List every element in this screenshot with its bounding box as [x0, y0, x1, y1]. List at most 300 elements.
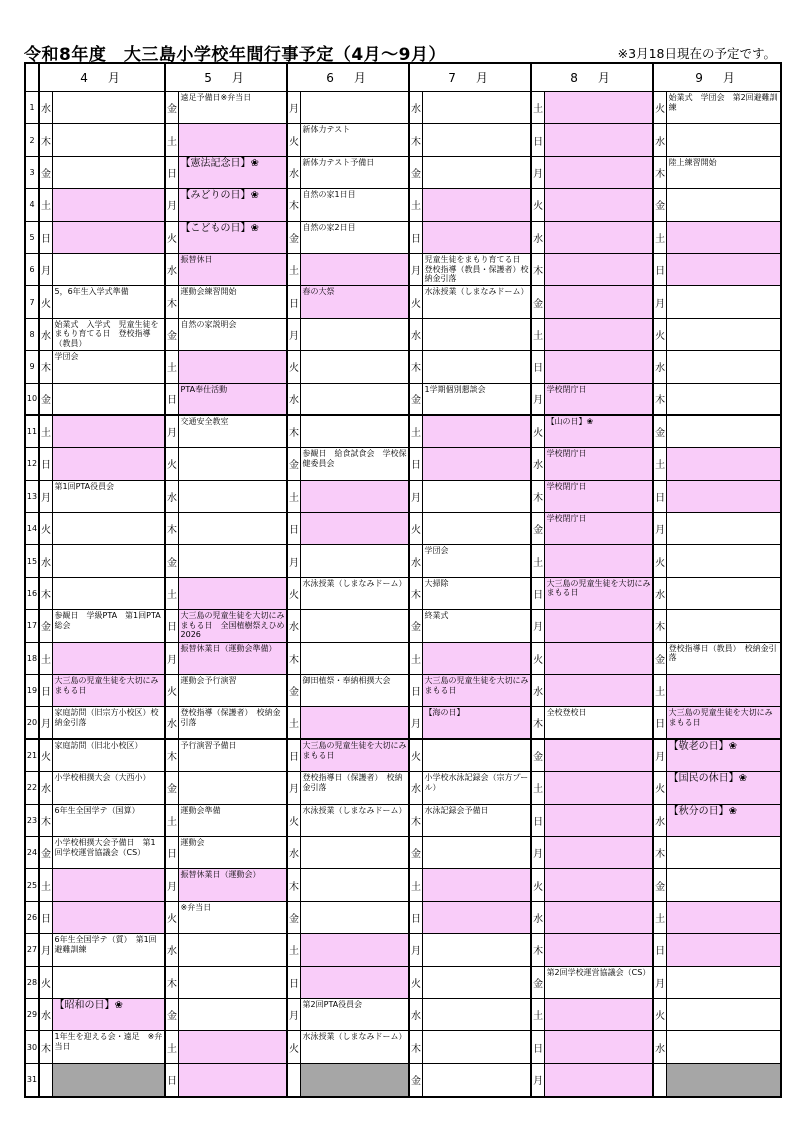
weekday-cell: 木 [165, 286, 178, 318]
event-cell: 大三島の児童生徒を大切にみまもる日 [300, 739, 409, 771]
weekday-cell: 日 [287, 739, 300, 771]
event-cell: 第2回PTA役員会 [300, 998, 409, 1030]
event-cell: 6年生全国学テ（質） 第1回避難訓練 [52, 934, 165, 966]
event-cell [52, 901, 165, 933]
weekday-cell: 火 [287, 124, 300, 156]
event-cell [666, 1063, 781, 1097]
day-number: 8 [25, 318, 39, 350]
event-cell: 水泳記録会予備日 [422, 804, 531, 836]
event-cell: 新体力テスト予備日 [300, 156, 409, 188]
event-cell [300, 513, 409, 545]
day-row [25, 415, 781, 447]
weekday-cell: 土 [409, 642, 422, 674]
event-cell: 運動会準備 [178, 804, 287, 836]
calendar-body [25, 92, 781, 1098]
weekday-cell: 水 [409, 545, 422, 577]
weekday-cell: 火 [653, 772, 666, 804]
event-cell [666, 675, 781, 707]
weekday-cell: 月 [287, 545, 300, 577]
month-header: 7 月 [409, 63, 531, 92]
event-cell: 大三島の児童生徒を大切にみまもる日 [666, 707, 781, 739]
weekday-cell: 木 [39, 1031, 52, 1063]
day-row [25, 804, 781, 836]
weekday-cell: 火 [653, 92, 666, 124]
weekday-cell: 水 [39, 545, 52, 577]
event-cell: 家庭訪問（旧北小校区） [52, 739, 165, 771]
weekday-cell: 日 [165, 383, 178, 415]
event-cell: 振替休業日（運動会） [178, 869, 287, 901]
event-cell: 小学校相撲大会予備日 第1回学校運営協議会（CS） [52, 836, 165, 868]
header-row [25, 63, 781, 92]
event-cell [422, 124, 531, 156]
event-cell [544, 253, 653, 285]
weekday-cell: 金 [287, 448, 300, 480]
weekday-cell: 日 [165, 156, 178, 188]
weekday-cell: 水 [653, 1031, 666, 1063]
event-cell [422, 415, 531, 447]
weekday-cell: 土 [39, 415, 52, 447]
event-cell [178, 448, 287, 480]
day-row [25, 253, 781, 285]
day-number: 9 [25, 351, 39, 383]
weekday-cell: 木 [531, 707, 544, 739]
event-cell: 水泳授業（しまなみドーム） [422, 286, 531, 318]
weekday-cell: 金 [531, 739, 544, 771]
weekday-cell: 金 [39, 610, 52, 642]
weekday-cell: 木 [531, 480, 544, 512]
day-row [25, 545, 781, 577]
schedule-note: ※3月18日現在の予定です。 [617, 46, 776, 61]
weekday-cell: 土 [165, 1031, 178, 1063]
event-cell: 運動会練習開始 [178, 286, 287, 318]
weekday-cell: 月 [653, 513, 666, 545]
event-cell [544, 318, 653, 350]
event-cell: 参観日 給食試食会 学校保健委員会 [300, 448, 409, 480]
weekday-cell: 水 [39, 772, 52, 804]
event-cell [544, 189, 653, 221]
day-number: 2 [25, 124, 39, 156]
event-cell: 運動会 [178, 836, 287, 868]
event-cell [666, 286, 781, 318]
weekday-cell: 水 [409, 318, 422, 350]
event-cell: 全校登校日 [544, 707, 653, 739]
weekday-cell: 土 [287, 934, 300, 966]
event-cell [666, 869, 781, 901]
weekday-cell: 月 [409, 480, 422, 512]
event-cell [52, 448, 165, 480]
weekday-cell: 火 [653, 998, 666, 1030]
event-cell: 自然の家1日目 [300, 189, 409, 221]
weekday-cell: 金 [409, 836, 422, 868]
event-cell: 交通安全教室 [178, 415, 287, 447]
weekday-cell: 月 [165, 415, 178, 447]
day-row [25, 513, 781, 545]
weekday-cell: 水 [653, 577, 666, 609]
month-header: 4 月 [39, 63, 165, 92]
weekday-cell: 月 [653, 286, 666, 318]
event-cell: 学校閉庁日 [544, 480, 653, 512]
event-cell [544, 92, 653, 124]
day-number: 3 [25, 156, 39, 188]
event-cell: 御田植祭・奉納相撲大会 [300, 675, 409, 707]
weekday-cell: 木 [287, 189, 300, 221]
event-cell [666, 610, 781, 642]
event-cell [300, 253, 409, 285]
day-number: 18 [25, 642, 39, 674]
day-row [25, 189, 781, 221]
weekday-cell: 月 [39, 480, 52, 512]
weekday-cell: 月 [165, 642, 178, 674]
day-row [25, 836, 781, 868]
weekday-cell: 金 [409, 156, 422, 188]
weekday-cell: 火 [39, 513, 52, 545]
event-cell [544, 804, 653, 836]
page-title: 令和8年度 大三島小学校年間行事予定（4月～9月） [24, 45, 446, 65]
weekday-cell: 金 [287, 221, 300, 253]
day-row [25, 448, 781, 480]
event-cell [300, 707, 409, 739]
day-row [25, 739, 781, 771]
weekday-cell: 木 [39, 577, 52, 609]
weekday-cell: 木 [531, 253, 544, 285]
weekday-cell: 土 [531, 545, 544, 577]
weekday-cell: 日 [531, 804, 544, 836]
weekday-cell: 水 [39, 92, 52, 124]
weekday-cell: 日 [653, 253, 666, 285]
event-cell [178, 1031, 287, 1063]
event-cell [666, 124, 781, 156]
event-cell: 春の大祭 [300, 286, 409, 318]
weekday-cell: 土 [165, 577, 178, 609]
event-cell [422, 869, 531, 901]
weekday-cell: 水 [653, 804, 666, 836]
event-cell: 水泳授業（しまなみドーム） [300, 1031, 409, 1063]
weekday-cell: 月 [531, 1063, 544, 1097]
event-cell [422, 934, 531, 966]
weekday-cell: 土 [39, 869, 52, 901]
event-cell: 参観日 学級PTA 第1回PTA総会 [52, 610, 165, 642]
weekday-cell: 火 [531, 189, 544, 221]
calendar-table [24, 62, 782, 1098]
weekday-cell: 月 [531, 836, 544, 868]
weekday-cell: 木 [653, 610, 666, 642]
weekday-cell: 土 [165, 124, 178, 156]
event-cell [666, 318, 781, 350]
day-number: 11 [25, 415, 39, 447]
event-cell [666, 545, 781, 577]
event-cell [300, 318, 409, 350]
event-cell [666, 998, 781, 1030]
day-number: 17 [25, 610, 39, 642]
weekday-cell: 水 [531, 221, 544, 253]
weekday-cell: 日 [409, 675, 422, 707]
day-row [25, 1031, 781, 1063]
weekday-cell: 日 [531, 124, 544, 156]
event-cell [544, 351, 653, 383]
weekday-cell: 土 [165, 351, 178, 383]
event-cell: 小学校水泳記録会（宗方プール） [422, 772, 531, 804]
day-row [25, 480, 781, 512]
weekday-cell: 土 [653, 221, 666, 253]
event-cell: 学校閉庁日 [544, 513, 653, 545]
event-cell: 運動会予行演習 [178, 675, 287, 707]
event-cell [52, 383, 165, 415]
event-cell [422, 513, 531, 545]
weekday-cell: 月 [531, 156, 544, 188]
weekday-cell: 月 [287, 998, 300, 1030]
day-number: 4 [25, 189, 39, 221]
event-cell [544, 156, 653, 188]
event-cell [666, 351, 781, 383]
event-cell [422, 998, 531, 1030]
weekday-cell: 金 [165, 772, 178, 804]
day-row [25, 966, 781, 998]
day-number: 5 [25, 221, 39, 253]
event-cell [178, 1063, 287, 1097]
event-cell [178, 772, 287, 804]
event-cell [178, 480, 287, 512]
event-cell: 予行演習予備日 [178, 739, 287, 771]
event-cell: 登校指導日（保護者） 校納金引落 [300, 772, 409, 804]
corner-cell [25, 63, 39, 92]
event-cell [666, 966, 781, 998]
weekday-cell [287, 1063, 300, 1097]
event-cell [300, 383, 409, 415]
day-row [25, 675, 781, 707]
weekday-cell: 火 [287, 1031, 300, 1063]
event-cell [666, 253, 781, 285]
day-number: 14 [25, 513, 39, 545]
day-row [25, 318, 781, 350]
weekday-cell: 火 [39, 739, 52, 771]
weekday-cell: 木 [409, 804, 422, 836]
weekday-cell: 金 [653, 642, 666, 674]
weekday-cell: 土 [531, 92, 544, 124]
weekday-cell: 金 [409, 610, 422, 642]
event-cell [300, 415, 409, 447]
weekday-cell: 金 [409, 1063, 422, 1097]
day-row [25, 869, 781, 901]
event-cell [422, 221, 531, 253]
weekday-cell: 月 [409, 707, 422, 739]
weekday-cell [653, 1063, 666, 1097]
weekday-cell: 火 [653, 545, 666, 577]
event-cell: 自然の家2日目 [300, 221, 409, 253]
day-row [25, 901, 781, 933]
event-cell: 登校指導（保護者） 校納金引落 [178, 707, 287, 739]
event-cell [666, 934, 781, 966]
weekday-cell: 火 [409, 966, 422, 998]
event-cell [300, 92, 409, 124]
day-number: 26 [25, 901, 39, 933]
weekday-cell: 火 [287, 351, 300, 383]
event-cell: PTA奉仕活動 [178, 383, 287, 415]
weekday-cell: 日 [409, 901, 422, 933]
event-cell [178, 124, 287, 156]
weekday-cell: 土 [39, 189, 52, 221]
event-cell [178, 351, 287, 383]
weekday-cell: 月 [531, 610, 544, 642]
day-number: 31 [25, 1063, 39, 1097]
month-header: 5 月 [165, 63, 287, 92]
day-row [25, 351, 781, 383]
weekday-cell: 金 [531, 966, 544, 998]
month-header: 8 月 [531, 63, 653, 92]
event-cell [666, 448, 781, 480]
event-cell: 大掃除 [422, 577, 531, 609]
event-cell [52, 156, 165, 188]
event-cell [52, 642, 165, 674]
event-cell [300, 901, 409, 933]
event-cell [544, 998, 653, 1030]
weekday-cell: 土 [39, 642, 52, 674]
day-number: 19 [25, 675, 39, 707]
event-cell: 振替休日 [178, 253, 287, 285]
event-cell: 始業式 学団会 第2回避難訓練 [666, 92, 781, 124]
event-cell [178, 934, 287, 966]
event-cell: 学団会 [52, 351, 165, 383]
event-cell [544, 901, 653, 933]
event-cell [300, 642, 409, 674]
event-cell [544, 1031, 653, 1063]
weekday-cell: 金 [39, 383, 52, 415]
event-cell [300, 545, 409, 577]
event-cell [300, 869, 409, 901]
event-cell: 1学期個別懇談会 [422, 383, 531, 415]
day-row [25, 934, 781, 966]
weekday-cell: 木 [39, 124, 52, 156]
weekday-cell: 水 [287, 610, 300, 642]
day-row [25, 286, 781, 318]
weekday-cell [39, 1063, 52, 1097]
event-cell: 1年生を迎える会・遠足 ※弁当日 [52, 1031, 165, 1063]
weekday-cell: 日 [531, 351, 544, 383]
event-cell [422, 836, 531, 868]
weekday-cell: 木 [287, 642, 300, 674]
weekday-cell: 日 [165, 610, 178, 642]
event-cell [544, 286, 653, 318]
weekday-cell: 木 [409, 1031, 422, 1063]
day-row [25, 124, 781, 156]
event-cell [422, 642, 531, 674]
weekday-cell: 木 [531, 934, 544, 966]
day-number: 12 [25, 448, 39, 480]
event-cell [422, 901, 531, 933]
weekday-cell: 月 [409, 934, 422, 966]
event-cell: 児童生徒をまもり育てる日 登校指導（教員・保護者）校納金引落 [422, 253, 531, 285]
weekday-cell: 火 [531, 869, 544, 901]
event-cell [544, 642, 653, 674]
event-cell [544, 739, 653, 771]
weekday-cell: 土 [653, 675, 666, 707]
weekday-cell: 水 [531, 448, 544, 480]
event-cell [52, 577, 165, 609]
weekday-cell: 日 [39, 448, 52, 480]
day-number: 24 [25, 836, 39, 868]
weekday-cell: 日 [531, 1031, 544, 1063]
weekday-cell: 日 [409, 448, 422, 480]
month-header: 9 月 [653, 63, 781, 92]
event-cell [544, 1063, 653, 1097]
weekday-cell: 土 [531, 772, 544, 804]
event-cell: 振替休業日（運動会準備） [178, 642, 287, 674]
weekday-cell: 金 [287, 675, 300, 707]
day-number: 27 [25, 934, 39, 966]
weekday-cell: 水 [287, 156, 300, 188]
event-cell: 自然の家説明会 [178, 318, 287, 350]
weekday-cell: 土 [409, 869, 422, 901]
event-cell [422, 156, 531, 188]
event-cell: 【敬老の日】❀ [666, 739, 781, 771]
event-cell: 遠足予備日※弁当日 [178, 92, 287, 124]
weekday-cell: 日 [39, 675, 52, 707]
event-cell: 【山の日】❀ [544, 415, 653, 447]
weekday-cell: 金 [531, 513, 544, 545]
weekday-cell: 火 [531, 642, 544, 674]
weekday-cell: 金 [653, 415, 666, 447]
weekday-cell: 水 [39, 998, 52, 1030]
event-cell [52, 221, 165, 253]
event-cell [422, 318, 531, 350]
weekday-cell: 金 [165, 92, 178, 124]
weekday-cell: 日 [531, 577, 544, 609]
event-cell: 【昭和の日】❀ [52, 998, 165, 1030]
weekday-cell: 日 [287, 966, 300, 998]
event-cell [300, 351, 409, 383]
weekday-cell: 土 [287, 253, 300, 285]
weekday-cell: 月 [287, 92, 300, 124]
day-number: 21 [25, 739, 39, 771]
event-cell [52, 253, 165, 285]
day-number: 29 [25, 998, 39, 1030]
weekday-cell: 火 [39, 966, 52, 998]
weekday-cell: 木 [165, 739, 178, 771]
event-cell [178, 513, 287, 545]
day-number: 15 [25, 545, 39, 577]
day-row [25, 642, 781, 674]
weekday-cell: 水 [653, 124, 666, 156]
weekday-cell: 木 [409, 351, 422, 383]
day-number: 1 [25, 92, 39, 124]
day-number: 22 [25, 772, 39, 804]
weekday-cell: 火 [287, 804, 300, 836]
day-number: 16 [25, 577, 39, 609]
event-cell [52, 869, 165, 901]
event-cell: 【秋分の日】❀ [666, 804, 781, 836]
month-header: 6 月 [287, 63, 409, 92]
event-cell [544, 869, 653, 901]
day-number: 6 [25, 253, 39, 285]
event-cell: 【みどりの日】❀ [178, 189, 287, 221]
event-cell [666, 836, 781, 868]
weekday-cell: 日 [287, 286, 300, 318]
day-row [25, 707, 781, 739]
weekday-cell: 水 [531, 675, 544, 707]
weekday-cell: 火 [409, 286, 422, 318]
day-number: 7 [25, 286, 39, 318]
day-row [25, 1063, 781, 1097]
weekday-cell: 金 [653, 869, 666, 901]
weekday-cell: 土 [653, 901, 666, 933]
weekday-cell: 金 [531, 286, 544, 318]
event-cell [422, 189, 531, 221]
weekday-cell: 金 [409, 383, 422, 415]
event-cell: 学団会 [422, 545, 531, 577]
event-cell [300, 934, 409, 966]
event-cell: 第1回PTA役員会 [52, 480, 165, 512]
event-cell: 【海の日】 [422, 707, 531, 739]
weekday-cell: 水 [165, 253, 178, 285]
